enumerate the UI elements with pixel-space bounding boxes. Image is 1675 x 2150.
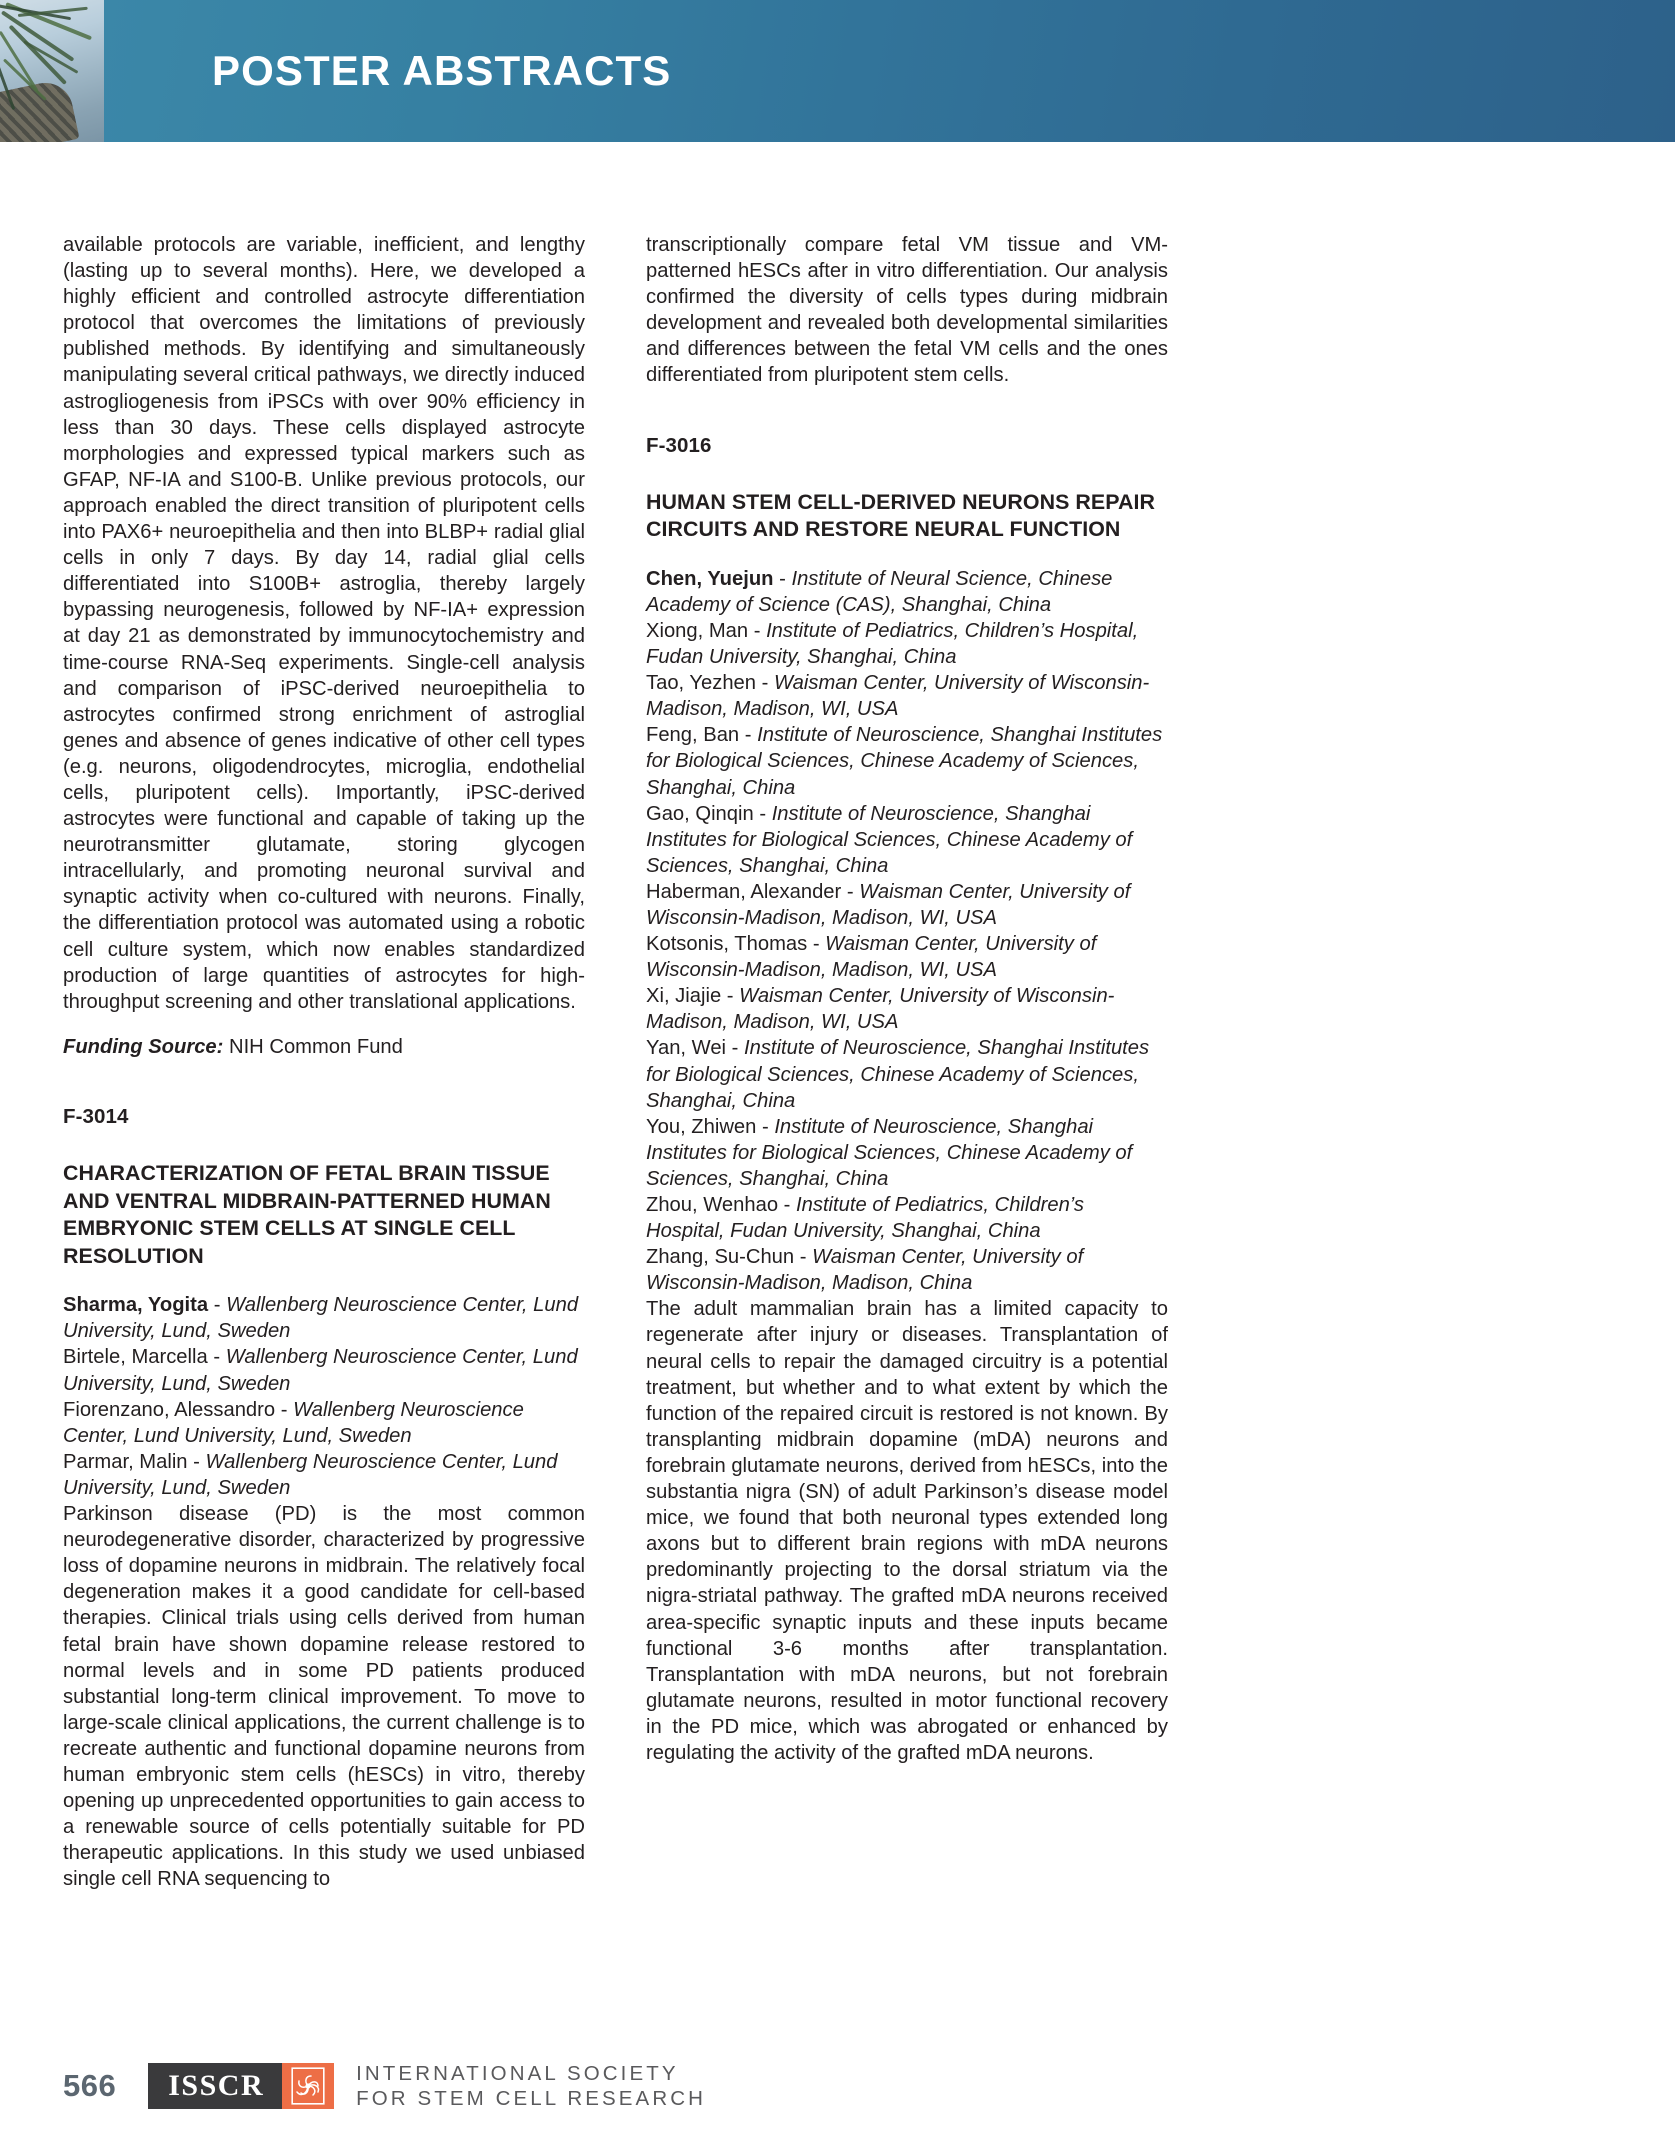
- author-entry: [646, 1114, 1168, 1192]
- author-affiliation: Institute of Pediatrics, Children’s Hospital, Fudan University, Shanghai, China: [646, 1194, 1085, 1243]
- author-affiliation: Wallenberg Neuroscience Center, Lund University, Lund, Sweden: [63, 1294, 579, 1343]
- isscr-swirl-icon: [282, 2063, 334, 2109]
- abstract-body-f3014: Parkinson disease (PD) is the most common neurodegenerative disorder, characterized by progressive loss of dopamine neurons in midbrain. The relatively focal degeneration makes it a good candidate for cell-based therapies. Clinical trials using cells derived from human fetal brain have shown dopamine release restored to normal levels and in some PD patients produced substantial long-term clinical improvement. To move to large-scale clinical applications, the current challenge is to recreate authentic and functional dopamine neurons from human embryonic stem cells (hESCs) in vitro, thereby opening up unprecedented opportunities to gain access to a renewable source of cells potentially suitable for PD therapeutic applications. In this study we used unbiased single cell RNA sequencing to: [63, 1503, 585, 1891]
- author-separator: -: [721, 985, 740, 1008]
- author-entry: [646, 1192, 1168, 1244]
- abstract-title-f3014: CHARACTERIZATION OF FETAL BRAIN TISSUE AND VENTRAL MIDBRAIN-PATTERNED HUMAN EMBRYONIC STEM CELLS AT SINGLE CELL RESOLUTION: [63, 1160, 551, 1268]
- left-column: [63, 232, 585, 1892]
- author-separator: -: [748, 619, 767, 642]
- author-separator: -: [778, 1194, 797, 1216]
- author-separator: -: [207, 1346, 226, 1369]
- abstract-title-f3016: HUMAN STEM CELL-DERIVED NEURONS REPAIR CIRCUITS AND RESTORE NEURAL FUNCTION: [646, 489, 1155, 542]
- author-entry: [63, 1449, 585, 1501]
- author-name: Fiorenzano, Alessandro: [63, 1398, 276, 1421]
- page-footer: [63, 2058, 1141, 2114]
- author-entry: [646, 931, 1168, 983]
- funding-source-label: Funding Source:: [63, 1035, 224, 1058]
- author-name: Zhang, Su-Chun: [646, 1246, 795, 1269]
- author-affiliation: Waisman Center, University of Wisconsin-Madison, Madison, WI, USA: [646, 672, 1150, 721]
- author-separator: -: [756, 1115, 775, 1138]
- funding-source: [63, 1034, 585, 1060]
- isscr-logo: [148, 2063, 706, 2109]
- abstract-body-f3016: The adult mammalian brain has a limited capacity to regenerate after injury or diseases. Transplantation of neural cells to repair the damaged circuitry is a potential treatment, but whether and to what extent by which the function of the repaired circuit is restored is not known. By transplanting midbrain dopamine (mDA) neurons and forebrain glutamate neurons, derived from hESCs, into the substantia nigra (SN) of adult Parkinson’s disease model mice, we found that both neuronal types extended long axons but to different brain regions with mDA neurons predominantly projecting to the dorsal striatum via the nigra-striatal pathway. The grafted mDA neurons received area-specific synaptic inputs and these inputs became functional 3-6 months after transplantation. Transplantation with mDA neurons, but not forebrain glutamate neurons, resulted in motor functional recovery in the PD mice, which was abrogated or enhanced by regulating the activity of the grafted mDA neurons.: [646, 1298, 1168, 1764]
- right-column: [646, 232, 1168, 1892]
- author-separator: -: [726, 1037, 744, 1060]
- author-separator: -: [275, 1398, 294, 1421]
- author-separator: -: [739, 724, 758, 747]
- palm-tree-photo: [0, 0, 104, 142]
- author-affiliation: Wallenberg Neuroscience Center, Lund University, Lund, Sweden: [63, 1450, 558, 1499]
- author-name: Haberman, Alexander: [646, 880, 842, 903]
- author-name: Feng, Ban: [646, 724, 740, 747]
- author-affiliation: Waisman Center, University of Wisconsin-Madison, Madison, WI, USA: [646, 880, 1131, 929]
- author-separator: -: [807, 933, 826, 956]
- author-name: You, Zhiwen: [646, 1115, 757, 1138]
- continued-paragraph: transcriptionally compare fetal VM tissue and VM-patterned hESCs after in vitro differentiation. Our analysis confirmed the diversity of cells types during midbrain development and revealed both developmental similarities and differences between the fetal VM cells and the ones differentiated from pluripotent stem cells.: [646, 234, 1168, 387]
- author-entry: [646, 566, 1168, 618]
- author-name: Parmar, Malin: [63, 1450, 188, 1473]
- author-name: Birtele, Marcella: [63, 1346, 208, 1369]
- isscr-wordmark: ISSCR: [148, 2063, 282, 2109]
- author-separator: -: [794, 1246, 813, 1269]
- author-separator: -: [208, 1294, 227, 1317]
- banner-bar: [104, 0, 1675, 142]
- author-separator: -: [756, 672, 774, 695]
- author-name: Zhou, Wenhao: [646, 1194, 779, 1216]
- author-entry: [646, 879, 1168, 931]
- author-name: Chen, Yuejun: [646, 567, 774, 590]
- author-affiliation: Wallenberg Neuroscience Center, Lund University, Lund, Sweden: [63, 1398, 524, 1447]
- author-name: Xi, Jiajie: [646, 985, 722, 1008]
- author-list-f3016: [646, 566, 1168, 1297]
- author-affiliation: Waisman Center, University of Wisconsin-Madison, Madison, WI, USA: [646, 985, 1115, 1034]
- author-separator: -: [841, 880, 860, 903]
- continued-paragraph: available protocols are variable, inefficient, and lengthy (lasting up to several months). Here, we developed a highly efficient and controlled astrocyte differentiation protocol that overcomes the limitations of previously published methods. By identifying and simultaneously manipulating several critical pathways, we directly induced astrogliogenesis from iPSCs with over 90% efficiency in less than 30 days. These cells displayed astrocyte morphologies and expressed typical markers such as GFAP, NF-IA and S100-B. Unlike previous protocols, our approach enabled the direct transition of pluripotent cells into PAX6+ neuroepithelia and then into BLBP+ radial glial cells in only 7 days. By day 14, radial glial cells differentiated into S100B+ astroglia, thereby largely bypassing neurogenesis, followed by NF-IA+ expression at day 21 as demonstrated by immunocytochemistry and time-course RNA-Seq experiments. Single-cell analysis and comparison of iPSC-derived neuroepithelia to astrocytes confirmed strong enrichment of astroglial genes and absence of genes indicative of other cell types (e.g. neurons, oligodendrocytes, microglia, endothelial cells, pluripotent cells). Importantly, iPSC-derived astrocytes were functional and capable of taking up the neurotransmitter glutamate, storing glycogen intracellularly, and promoting neuronal survival and synaptic activity when co-cultured with neurons. Finally, the differentiation protocol was automated using a robotic cell culture system, which now enables standardized production of large quantities of astrocytes for high-throughput screening and other translational applications.: [63, 234, 585, 1013]
- author-entry: [646, 1244, 1168, 1296]
- author-entry: [646, 670, 1168, 722]
- page-content: [63, 232, 1168, 1892]
- page-number: 566: [63, 2068, 117, 2103]
- page-header-banner: [0, 0, 1675, 142]
- author-affiliation: Institute of Pediatrics, Children’s Hospital, Fudan University, Shanghai, China: [646, 619, 1139, 669]
- author-entry: [63, 1344, 585, 1396]
- author-name: Gao, Qinqin: [646, 802, 754, 825]
- isscr-org-name: [356, 2063, 706, 2109]
- author-entry: [646, 722, 1168, 800]
- author-entry: [646, 801, 1168, 879]
- author-name: Xiong, Man: [646, 619, 749, 642]
- author-name: Yan, Wei: [646, 1037, 727, 1060]
- author-affiliation: Institute of Neural Science, Chinese Academy of Science (CAS), Shanghai, China: [646, 567, 1113, 616]
- author-entry: [646, 1035, 1168, 1113]
- isscr-org-line2: FOR STEM CELL RESEARCH: [356, 2087, 707, 2110]
- author-name: Sharma, Yogita: [63, 1294, 209, 1317]
- funding-source-value: NIH Common Fund: [228, 1035, 403, 1058]
- author-affiliation: Institute of Neuroscience, Shanghai Institutes for Biological Sciences, Chinese Academy of Sciences, Shanghai, China: [646, 1037, 1150, 1112]
- author-separator: -: [773, 567, 792, 590]
- author-affiliation: Institute of Neuroscience, Shanghai Institutes for Biological Sciences, Chinese Academy of Sciences, Shanghai, China: [646, 724, 1163, 799]
- author-name: Tao, Yezhen: [646, 672, 757, 695]
- abstract-id-f3014: F-3014: [63, 1104, 129, 1128]
- author-entry: [646, 983, 1168, 1035]
- author-entry: [63, 1292, 585, 1344]
- author-entry: [646, 618, 1168, 670]
- author-affiliation: Institute of Neuroscience, Shanghai Institutes for Biological Sciences, Chinese Academy of Sciences, Shanghai, China: [646, 802, 1133, 877]
- isscr-org-line1: INTERNATIONAL SOCIETY: [356, 2062, 679, 2085]
- author-affiliation: Wallenberg Neuroscience Center, Lund University, Lund, Sweden: [63, 1346, 578, 1395]
- author-list-f3014: [63, 1292, 585, 1501]
- abstract-id-f3016: F-3016: [646, 433, 712, 457]
- author-affiliation: Institute of Neuroscience, Shanghai Institutes for Biological Sciences, Chinese Academy of Sciences, Shanghai, China: [646, 1115, 1133, 1190]
- author-separator: -: [753, 802, 772, 825]
- page-title: POSTER ABSTRACTS: [212, 47, 672, 94]
- author-affiliation: Waisman Center, University of Wisconsin-Madison, Madison, WI, USA: [646, 933, 1097, 982]
- author-separator: -: [187, 1450, 206, 1473]
- author-name: Kotsonis, Thomas: [646, 933, 808, 956]
- author-entry: [63, 1397, 585, 1449]
- author-affiliation: Waisman Center, University of Wisconsin-Madison, Madison, China: [646, 1246, 1084, 1295]
